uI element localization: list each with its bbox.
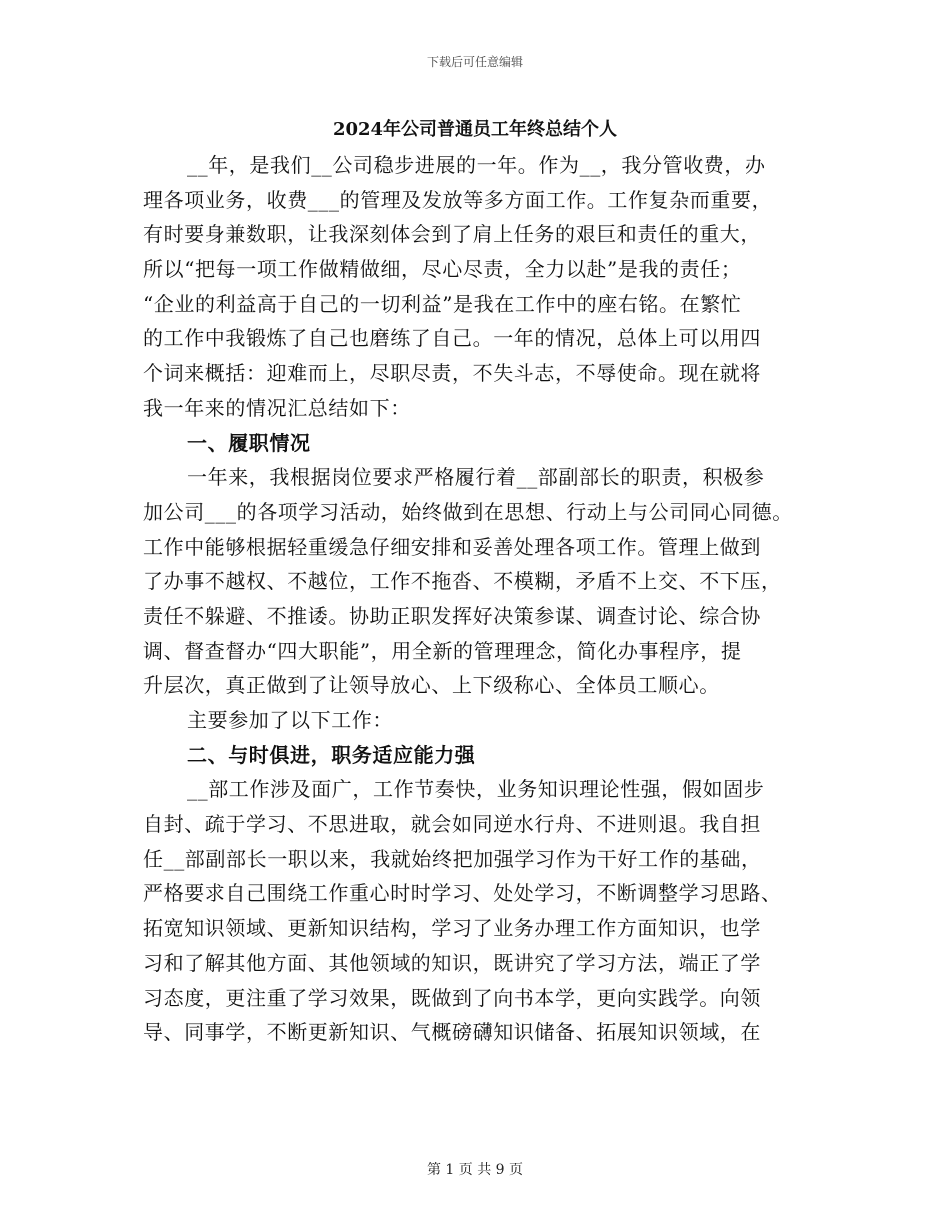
body-line: 所以“把每一项工作做精做细，尽心尽责，全力以赴”是我的责任；	[143, 257, 742, 282]
body-line: 个词来概括：迎难而上，尽职尽责，不失斗志，不辱使命。现在就将	[143, 361, 761, 386]
body-line: 任__部副部长一职以来，我就始终把加强学习作为干好工作的基础，	[143, 846, 762, 871]
body-line: 的工作中我锻炼了自己也磨练了自己。一年的情况，总体上可以用四	[143, 326, 761, 351]
body-line: 我一年来的情况汇总结如下：	[143, 395, 411, 420]
body-line: 一年来，我根据岗位要求严格履行着__部副部长的职责，积极参	[187, 465, 765, 490]
body-line: 习态度，更注重了学习效果，既做到了向书本学，更向实践学。向领	[143, 985, 761, 1010]
body-line: 加公司___的各项学习活动，始终做到在思想、行动上与公司同心同德。	[143, 499, 793, 524]
body-line: “企业的利益高于自己的一切利益”是我在工作中的座右铭。在繁忙	[143, 291, 742, 316]
body-line: 升层次，真正做到了让领导放心、上下级称心、全体员工顺心。	[143, 673, 720, 698]
document-body	[143, 148, 815, 1050]
body-line: 责任不躲避、不推诿。协助正职发挥好决策参谋、调查讨论、综合协	[143, 603, 761, 628]
header-note: 下载后可任意编辑	[426, 55, 523, 69]
section-heading: 一、履职情况	[187, 430, 311, 455]
body-line: 拓宽知识领域、更新知识结构，学习了业务办理工作方面知识，也学	[143, 916, 761, 941]
body-line: 导、同事学，不断更新知识、气概磅礴知识储备、拓展知识领域，在	[143, 1020, 761, 1045]
body-line: 主要参加了以下工作：	[187, 708, 393, 732]
body-line: 工作中能够根据轻重缓急仔细安排和妥善处理各项工作。管理上做到	[143, 534, 761, 559]
section-heading: 二、与时俱进，职务适应能力强	[187, 742, 476, 767]
document-title: 2024年公司普通员工年终总结个人	[332, 119, 618, 140]
body-line: 理各项业务，收费___的管理及发放等多方面工作。工作复杂而重要，	[143, 187, 773, 212]
body-line: 了办事不越权、不越位，工作不拖沓、不模糊，矛盾不上交、不下压，	[143, 569, 782, 594]
body-line: 自封、疏于学习、不思进取，就会如同逆水行舟、不进则退。我自担	[143, 812, 761, 837]
body-line: 调、督查督办“四大职能”，用全新的管理理念，简化办事程序，提	[143, 638, 742, 663]
page-footer: 第 1 页 共 9 页	[426, 1162, 524, 1178]
body-line: 有时要身兼数职，让我深刻体会到了肩上任务的艰巨和责任的重大，	[143, 222, 761, 247]
body-line: 习和了解其他方面、其他领域的知识，既讲究了学习方法，端正了学	[143, 950, 761, 975]
body-line: __部工作涉及面广，工作节奏快，业务知识理论性强，假如固步	[187, 777, 765, 802]
body-line: __年，是我们__公司稳步进展的一年。作为__，我分管收费，办	[187, 153, 766, 177]
body-line: 严格要求自己围绕工作重心时时学习、处处学习，不断调整学习思路、	[143, 881, 782, 906]
